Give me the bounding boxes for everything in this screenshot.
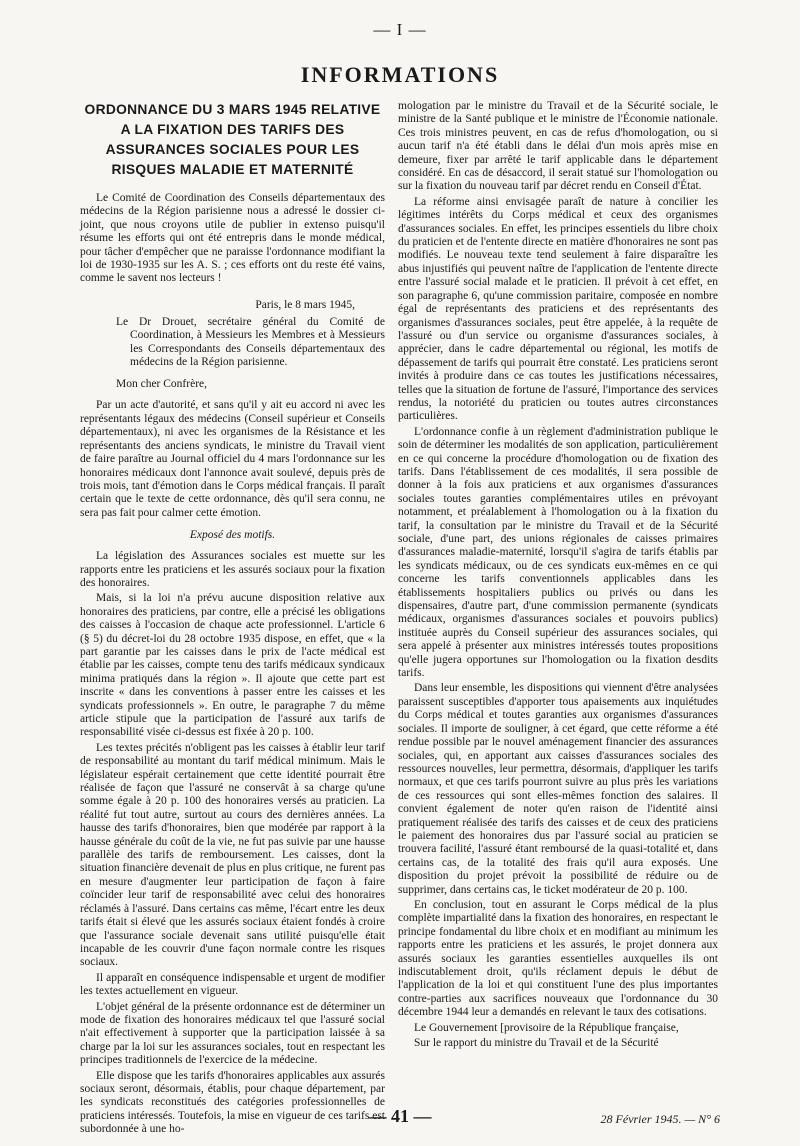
intro-paragraph: Le Comité de Coordination des Conseils départementaux des médecins de la Région parisienne nous a adressé le dossier ci-joint, que nous croyons utile de publier in extenso puisqu'il résume les efforts qui ont été entrepris dans le monde médical, pour tâcher d'empêcher que ne paraisse l'ordonnance modifiant la loi de 1930-1935 sur les A. S. ; ces efforts ont du reste été vains, comme le savent nos lecteurs !: [80, 192, 385, 285]
paragraph: En conclusion, tout en assurant le Corps médical de la plus complète impartialité dans la fixation des honoraires, en respectant le principe fondamental du libre choix et en modifiant au minimum les rapports entre les praticiens et les assurés, le projet donnera aux assurés sociaux les garanties essentielles auxquelles ils ont indiscutablement droit, qu'ils réclament depuis le début de l'application de la loi et qui constituent l'une des plus importantes contre-parties aux sacrifices nouveaux que l'ordonnance du 30 décembre 1944 leur a demandés en relevant le taux des cotisations.: [398, 898, 718, 1019]
paragraph: Mais, si la loi n'a prévu aucune disposition relative aux honoraires des praticiens, par contre, elle a précisé les obligations des caisses à l'occasion de chaque acte professionnel. L'article 6 (§ 5) du décret-loi du 28 octobre 1935 dispose, en effet, que « la part garantie par les caisses dans le prix de l'acte médical est établie par les caisses, compte tenu des tarifs médicaux syndicaux minima pratiqués dans la région ». Il ajoute que cette part est inscrite « dans les conventions à passer entre les caisses et les syndicats professionnels ». En outre, le paragraphe 7 du même article stipule que la participation de l'assuré aux tarifs de responsabilité visée ci-dessus est fixée à 20 p. 100.: [80, 592, 385, 739]
paragraph: mologation par le ministre du Travail et de la Sécurité sociale, le ministre de la Santé publique et le ministre de l'Économie nationale. Ces trois ministres peuvent, en cas de refus d'homologation, ou si aucun tarif n'a été établi dans le délai d'un mois après mise en demeure, fixer par arrêté le tarif applicable dans le département considéré. En cas de désaccord, il serait statué sur l'homologation ou sur la fixation du nouveau tarif par décret rendu en Conseil d'État.: [398, 100, 718, 193]
paragraph: La réforme ainsi envisagée paraît de nature à concilier les légitimes intérêts du Corps médical et ceux des organismes d'assurances sociales. En effet, les principes essentiels du libre choix du praticien et de l'entente directe en matière d'honoraires ne sont pas modifiés. Le nouveau texte tend seulement à faire disparaître les abus injustifiés qui peuvent naître de l'application de l'entente directe entre l'assuré social malade et le praticien. Il prévoit à cet effet, en son paragraphe 6, qu'une commission paritaire, composée en nombre égal de représentants des praticiens et des représentants des organismes d'assurances sociales, peut être appelée, à la requête de l'assuré ou d'un service ou organisme d'assurances sociales, à apprécier, dans le cadre départemental ou régional, les motifs de dépassement de tarifs qui pourrait être constaté. Les praticiens seront invités à produire dans ce cas toutes les justifications nécessaires, telles que la situation de fortune de l'assuré, l'importance des services rendus, la notoriété du praticien ou toutes autres circonstances particulières.: [398, 195, 718, 423]
section-title: INFORMATIONS: [300, 62, 500, 87]
paragraph: Par un acte d'autorité, et sans qu'il y ait eu accord ni avec les représentants légaux des médecins (Conseil supérieur et Conseils départementaux), ni avec les organismes de la Résistance et les représentants des anciens syndicats, le ministre du Travail vient de faire paraître au Journal officiel du 4 mars l'ordonnance sur les honoraires médicaux dont l'annonce avait soulevé, depuis près de trois mois, tant d'émotion dans le Corps médical français. Il paraît certain que le texte de cette ordonnance, dès qu'il sera connu, ne sera pas fait pour calmer cette émotion.: [80, 399, 385, 519]
paragraph: Dans leur ensemble, les dispositions qui viennent d'être analysées paraissent susceptibles d'apporter tous apaisements aux inquiétudes du Corps médical et toutes garanties aux organismes d'assurances sociales. Il importe de souligner, à cet égard, que cette réforme a été rendue possible par le nouvel aménagement financier des assurances sociales, qui, en apportant aux caisses d'assurances sociales des ressources nouvelles, leur permettra, désormais, d'appliquer les tarifs normaux, et que ces tarifs pourront suivre au plus près les variations de ces ressources qui sont elles-mêmes fonction des salaires. Il convient également de noter qu'en raison de l'identité ainsi pratiquement réalisée des tarifs des caisses et de ceux des praticiens le paiement des honoraires dus par l'assuré social au praticien se trouvera facilité, l'assuré étant remboursé de la quasi-totalité et, dans certains cas, de la totalité des frais qu'il aura exposés. Une disposition du projet prévoit la possibilité de réduire ou de supprimer, dans certains cas, le ticket modérateur de 20 p. 100.: [398, 682, 718, 896]
dateline: Paris, le 8 mars 1945,: [255, 298, 355, 311]
salutation: Mon cher Confrère,: [116, 378, 208, 391]
paragraph: L'objet général de la présente ordonnance est de déterminer un mode de fixation des honoraires médicaux tel que l'assuré social n'ait effectivement à supporter que la participation laissée à sa charge par la loi sur les assurances sociales, tout en respectant les principes traditionnels de l'exercice de la médecine.: [80, 1000, 385, 1067]
paragraph: Le Gouvernement [provisoire de la République française,: [414, 1021, 679, 1034]
addressee: Le Dr Drouet, secrétaire général du Comité de Coordination, à Messieurs les Membres et à Messieurs les Correspondants des Conseils départementaux des médecins de la Région parisienne.: [116, 315, 385, 369]
subheading: Exposé des motifs.: [189, 529, 276, 542]
page-number: — 41 —: [368, 1106, 432, 1126]
paragraph: Elle dispose que les tarifs d'honoraires applicables aux assurés sociaux seront, désormais, établis, pour chaque département, par les syndicats reconstitués des catégories professionnelles de praticiens intéressés. Toutefois, la mise en vigueur de ces tarifs est subordonnée à une ho-: [80, 1069, 385, 1136]
paragraph: Les textes précités n'obligent pas les caisses à établir leur tarif de responsabilité au montant du tarif médical minimum. Mais le législateur espérait certainement que cette identité pourrait être réalisée de façon que l'assuré ne conservât à sa charge qu'une somme égale à 20 p. 100 des honoraires versés au praticien. La réalité fut tout autre, surtout au cours des dernières années. La hausse des tarifs d'honoraires, bien que modérée par rapport à la hausse générale du coût de la vie, ne fut pas suivie par une hausse parallèle des tarifs de remboursement. Les caisses, dont la situation financière devenait de plus en plus critique, ne furent pas en mesure d'augmenter leur participation de façon à faire coïncider leur tarif de responsabilité avec celui des honoraires réclamés à l'assuré. Dans certains cas même, l'écart entre les deux tarifs était si élevé que les assurés sociaux étaient fondés à croire que l'assurance sociale devenait sans utilité puisqu'elle était incapable de les couvrir d'une façon normale contre les risques sociaux.: [80, 741, 385, 969]
paragraph: Il apparaît en conséquence indispensable et urgent de modifier les textes actuellement en vigueur.: [80, 971, 385, 998]
article-title: ORDONNANCE DU 3 MARS 1945 RELATIVE A LA FIXATION DES TARIFS DES ASSURANCES SOCIALES POUR LES RISQUES MALADIE ET MATERNITÉ: [84, 102, 381, 177]
right-column: [398, 100, 718, 1050]
left-column: [80, 100, 385, 1137]
page-marker: — I —: [373, 20, 427, 39]
paragraph: Sur le rapport du ministre du Travail et de la Sécurité: [414, 1037, 659, 1050]
paragraph: L'ordonnance confie à un règlement d'administration publique le soin de déterminer les modalités de son application, particulièrement en ce qui concerne la procédure d'homologation ou de fixation des tarifs. Dans l'établissement de ces modalités, il sera possible de donner à la fois aux praticiens et aux organismes d'assurances sociales toutes garanties complémentaires utiles en prévoyant notamment, et préalablement à l'homologation ou à la fixation du tarif, la consultation par le ministre du Travail et de la Sécurité sociale, d'une part, des unions régionales de caisses primaires d'assurances maladie-maternité, lorsqu'il s'agira de tarifs établis par les syndicats médicaux, ou de ces syndicats eux-mêmes en ce qui concerne les tarifs conventionnels applicables dans les établissements hospitaliers publics ou privés ou dans les dispensaires, d'autre part, d'une commission permanente (syndicats médicaux, organismes d'assurances sociales et pouvoirs publics) instituée auprès du Conseil supérieur des assurances sociales, qui sera appelé à présenter aux ministres intéressés toutes propositions qu'elle jugera opportunes sur l'homologation ou la fixation desdits tarifs.: [398, 425, 718, 680]
paragraph: La législation des Assurances sociales est muette sur les rapports entre les praticiens et les assurés sociaux pour la fixation des honoraires.: [80, 550, 385, 589]
issue-date: 28 Février 1945. — N° 6: [600, 1112, 720, 1126]
